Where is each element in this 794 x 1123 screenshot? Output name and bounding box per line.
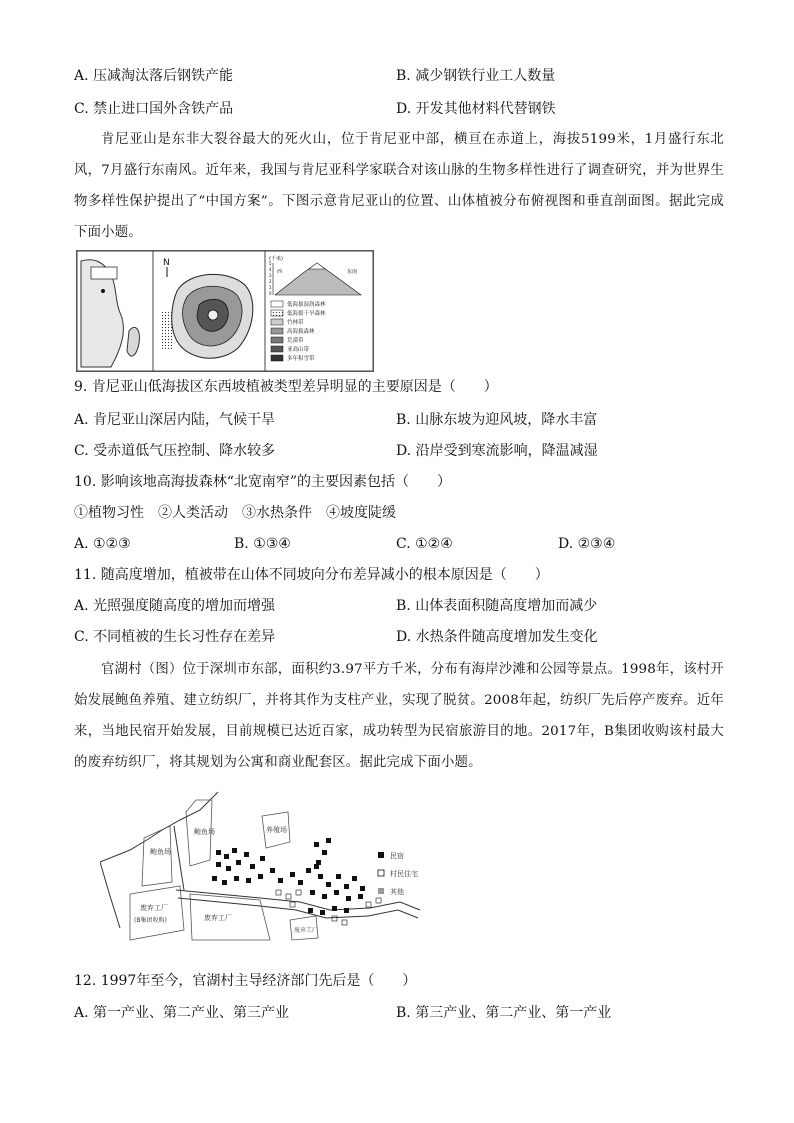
legend-other-icon <box>378 888 384 894</box>
q11-option-c: C. 不同植被的生长习性存在差异 <box>74 629 276 645</box>
q8-option-a: A. 压减淘汰落后钢铁产能 <box>74 68 234 84</box>
q12-option-a: A. 第一产业、第二产业、第三产业 <box>74 1005 290 1021</box>
legend-label: 亚高山带 <box>287 347 310 353</box>
q8-option-c: C. 禁止进口国外含铁产品 <box>74 101 234 117</box>
legend-label: 竹林带 <box>287 320 304 326</box>
north-label: N <box>163 258 170 268</box>
kenya-figure <box>76 250 374 372</box>
tick-label: 3 <box>269 273 272 278</box>
q11-option-a: A. 光照强度随高度的增加而增强 <box>74 598 276 614</box>
legend-label: 低海拔湿润森林 <box>287 302 326 308</box>
legend-resident-label: 村民住宅 <box>390 870 418 878</box>
tick-label: 0 <box>269 291 272 296</box>
q10-option-a: A. ①②③ <box>74 536 131 552</box>
q9-option-d: D. 沿岸受到寒流影响，降温减湿 <box>396 443 598 459</box>
factory-bought-area <box>130 886 184 940</box>
boundary-line <box>100 862 120 928</box>
q9-option-a: A. 肯尼亚山深居内陆，气候干旱 <box>74 412 276 428</box>
tick-label: 2 <box>269 279 272 284</box>
q10-stem: 10. 影响该地高海拔森林“北宽南窄”的主要因素包括（ ） <box>74 474 452 490</box>
legend-label: 荒漠带 <box>287 338 304 344</box>
map-label-abalone3: 养殖场 <box>266 826 287 834</box>
profile-east-label: 东南 <box>347 269 358 275</box>
map-label-abalone1: 鲍鱼场 <box>194 828 215 836</box>
kenya-passage: 肯尼亚山是东非大裂谷最大的死火山，位于肯尼亚中部，横亘在赤道上，海拔5199米，1月盛行东北风，7月盛行东南风。近年来，我国与肯尼亚科学家联合对该山脉的生物多样性进行了调查研究，并为世界生物多样性保护提出了“中国方案”。下图示意肯尼亚山的位置、山体植被分布俯视图和垂直剖面图。据此完成下面小题。 <box>74 132 724 240</box>
map-label-factory-bought-sub: (B集团收购) <box>134 917 167 924</box>
q8-option-b: B. 减少钢铁行业工人数量 <box>396 68 556 84</box>
tick-label: 5 <box>269 261 272 266</box>
q12-option-b: B. 第三产业、第二产业、第一产业 <box>396 1005 612 1021</box>
legend-label: 多年积雪带 <box>287 356 315 362</box>
guanhu-passage: 官湖村（图）位于深圳市东部，面积约3.97平方千米，分布有海岸沙滩和公园等景点。1998年，该村开始发展鲍鱼养殖、建立纺织厂，并将其作为支柱产业，实现了脱贫。2008年起，纺织厂先后停产废弃。近年来，当地民宿开始发展，目前规模已达近百家，成功转型为民宿旅游目的地。2017年，B集团收购该村最大的废弃纺织厂，将其规划为公寓和商业配套区。据此完成下面小题。 <box>74 662 724 770</box>
q12-stem: 12. 1997年至今，官湖村主导经济部门先后是（ ） <box>74 973 417 989</box>
map-label-abalone2: 鲍鱼场 <box>150 848 171 856</box>
tick-label: 4 <box>269 267 272 272</box>
legend-other-label: 其他 <box>390 888 404 896</box>
map-label-factory-waste2: 废弃工厂 <box>294 927 319 934</box>
q10-option-d: D. ②③④ <box>558 536 616 552</box>
legend-label: 低海拔干旱森林 <box>287 311 326 317</box>
map-label-factory-bought: 废弃工厂 <box>140 904 168 912</box>
abalone-area-2 <box>142 826 172 886</box>
q11-option-d: D. 水热条件随高度增加发生变化 <box>396 629 598 645</box>
legend-label: 高海拔森林 <box>287 329 315 335</box>
desert-zone <box>161 311 173 351</box>
q9-stem: 9. 肯尼亚山低海拔区东西坡植被类型差异明显的主要原因是（ ） <box>74 379 498 395</box>
mountain-snow-zone <box>208 310 218 320</box>
map-inset-box <box>91 267 117 279</box>
road-line <box>174 826 184 890</box>
q11-stem: 11. 随高度增加，植被带在山体不同坡向分布差异减小的根本原因是（ ） <box>74 567 549 583</box>
q10-option-b: B. ①③④ <box>234 536 291 552</box>
q8-option-d: D. 开发其他材料代替钢铁 <box>396 101 556 117</box>
guanhu-map-svg <box>100 790 460 950</box>
kenya-figure-svg <box>77 251 373 371</box>
kenya-mountain-marker <box>101 289 105 293</box>
legend-resident-icon <box>378 870 384 876</box>
guanhu-map <box>100 790 460 950</box>
q9-option-b: B. 山脉东坡为迎风坡，降水丰富 <box>396 412 598 428</box>
legend-homestay-label: 民宿 <box>390 852 404 860</box>
legend-homestay-icon <box>378 852 384 858</box>
profile-axis-label: (千米) <box>269 256 283 262</box>
q10-factors: ①植物习性 ②人类活动 ③水热条件 ④坡度陡缓 <box>74 505 396 521</box>
q10-option-c: C. ①②④ <box>396 536 453 552</box>
profile-west-label: 西 <box>277 269 283 275</box>
q9-option-c: C. 受赤道低气压控制、降水较多 <box>74 443 276 459</box>
tick-label: 1 <box>269 285 272 290</box>
q11-option-b: B. 山体表面积随高度增加而减少 <box>396 598 598 614</box>
map-label-factory-waste: 废弃工厂 <box>204 914 232 922</box>
